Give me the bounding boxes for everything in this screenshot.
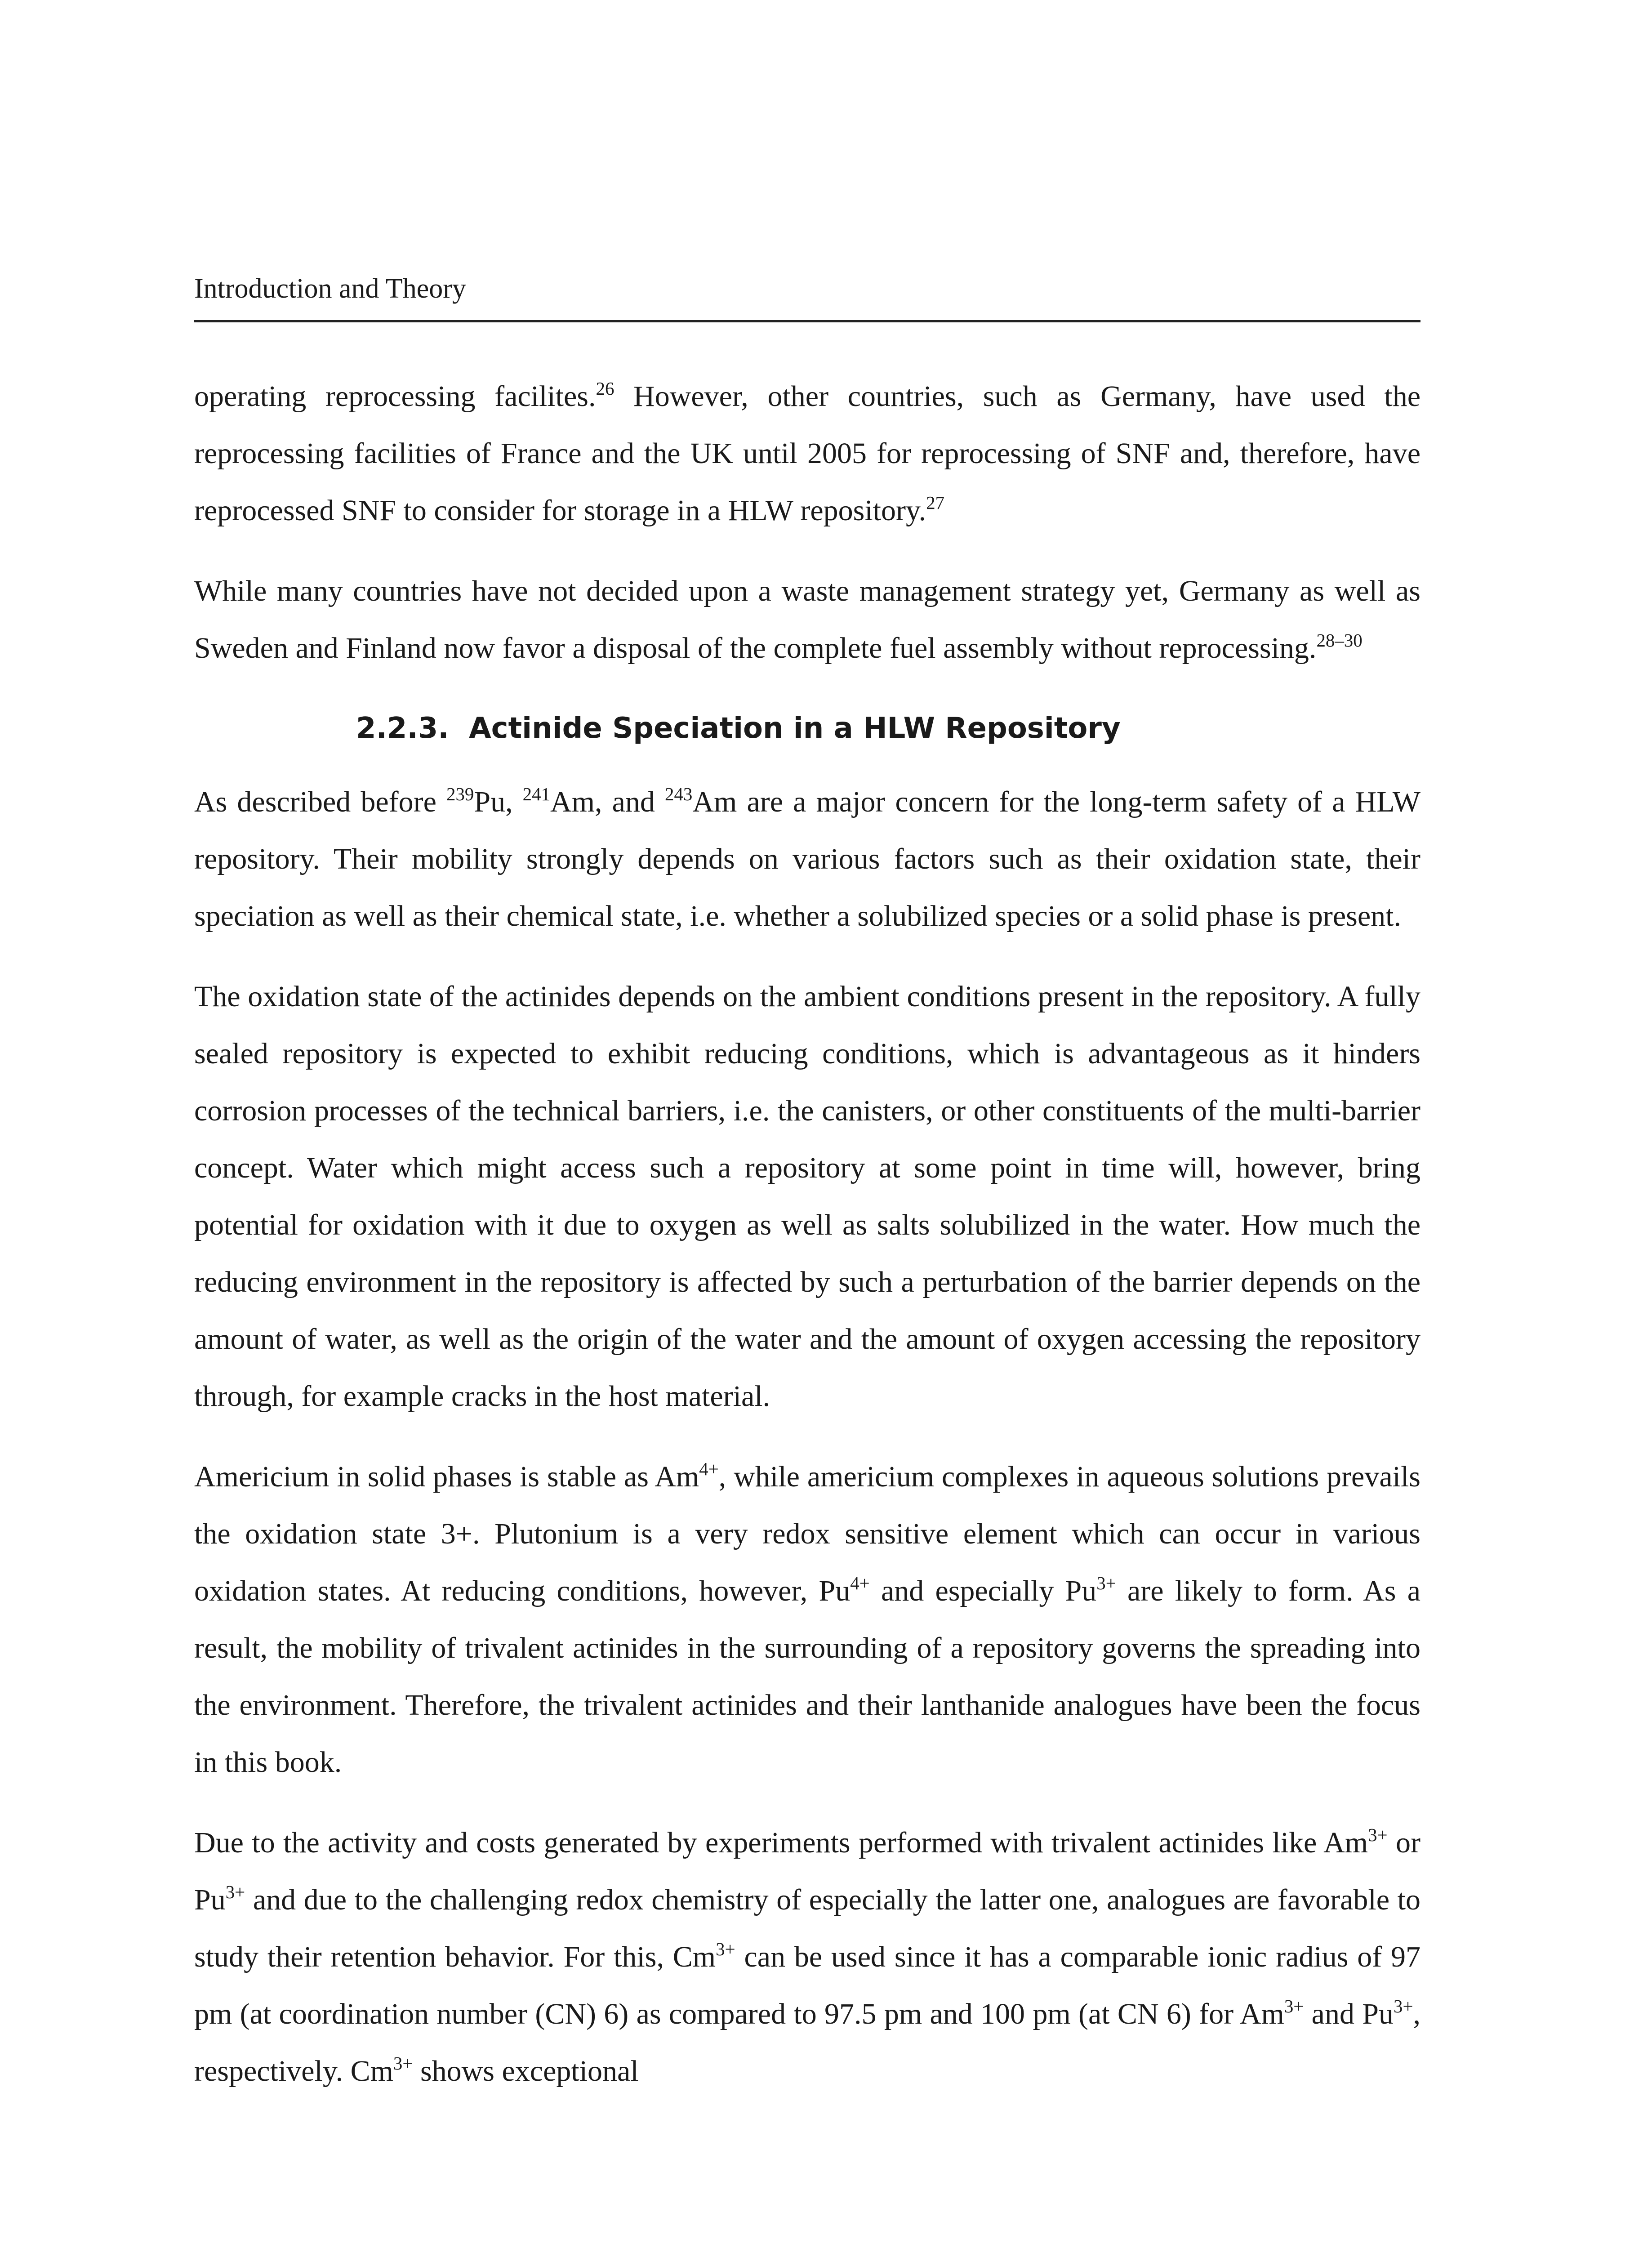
charge-state: 3+ (393, 2053, 413, 2074)
paragraph-2: While many countries have not decided upon a waste management strategy yet, Germany as well as Sweden and Finland now favor a disposal of the complete fuel assembly without reprocessing.$^{28-30}$ (194, 575, 1420, 665)
running-header: Introduction and Theory (194, 273, 466, 304)
paragraph-4: The oxidation state of the actinides depends on the ambient conditions present in the repository. A fully sealed repository is expected to exhibit reducing conditions, which is advantageous as it hinders corrosion processes of the technical barriers, i.e. the canisters, or other constituents of the multi-barrier concept. Water which might access such a repository at some point in time will, however, bring potential for oxidation with it due to oxygen as well as salts solubilized in the water. How much the reducing environment in the repository is affected by such a perturbation of the barrier depends on the amount of water, as well as the origin of the water and the amount of oxygen accessing the repository through, for example cracks in the host material. (194, 980, 1420, 1413)
section-heading (194, 700, 1420, 757)
body-text (194, 368, 1420, 2123)
charge-state: 4+ (699, 1459, 719, 1479)
mass-number: 243 (665, 784, 693, 804)
charge-state: 3+ (1393, 1996, 1413, 2016)
charge-state: 3+ (716, 1939, 735, 1959)
charge-state: 3+ (1096, 1573, 1116, 1593)
section-title: Actinide Speciation in a HLW Repository (469, 712, 1121, 745)
charge-state: 3+ (225, 1882, 245, 1902)
mass-number: 241 (522, 784, 551, 804)
paragraph-6: Due to the activity and costs generated by experiments performed with trivalent actinides like $Am^{3+}$ or $Pu^{3+}$ and due to the challenging redox chemistry of especially the latter one, analogues are favorable to study their retention behavior. For this, $Cm^{3+}$ can be used since it has a comparable ionic radius of 97 pm (at coordination number (CN) 6) as compared to 97.5 pm and 100 pm (at CN 6) for $Am^{3+}$ and $Pu^{3+}$, respectively. $Cm^{3+}$ shows exceptional (194, 1824, 1421, 2087)
citation: 28–30 (1316, 630, 1363, 651)
section-number: 2.2.3. (356, 712, 449, 745)
header-divider (194, 320, 1420, 322)
citation: 27 (926, 492, 945, 513)
citation: 26 (596, 378, 614, 399)
paragraph-5: Americium in solid phases is stable as $Am^{4+}$, while americium complexes in aqueous solutions prevails the oxidation state 3+. Plutonium is a very redox sensitive element which can occur in various oxidation states. At reducing conditions, however, $Pu^{4+}$ and especially $Pu^{3+}$ are likely to form. As a result, the mobility of trivalent actinides in the surrounding of a repository governs the spreading into the environment. Therefore, the trivalent actinides and their lanthanide analogues have been the focus in this book. (194, 1459, 1420, 1779)
mass-number: 239 (446, 784, 474, 804)
charge-state: 3+ (1284, 1996, 1304, 2016)
paragraph-1: operating reprocessing facilites.$^{26}$ However, other countries, such as Germany, have used the reprocessing facilities of France and the UK until 2005 for reprocessing of SNF and, therefore, have reprocessed SNF to consider for storage in a HLW repository.$^{27}$ (194, 378, 1421, 527)
charge-state: 3+ (1368, 1824, 1388, 1845)
charge-state: 4+ (850, 1573, 870, 1593)
paragraph-3: As described before $^{239}$Pu, $^{241}$Am, and $^{243}$Am are a major concern for the long-term safety of a HLW repository. Their mobility strongly depends on various factors such as their oxidation state, their speciation as well as their chemical state, i.e. whether a solubilized species or a solid phase is present. (194, 784, 1420, 932)
